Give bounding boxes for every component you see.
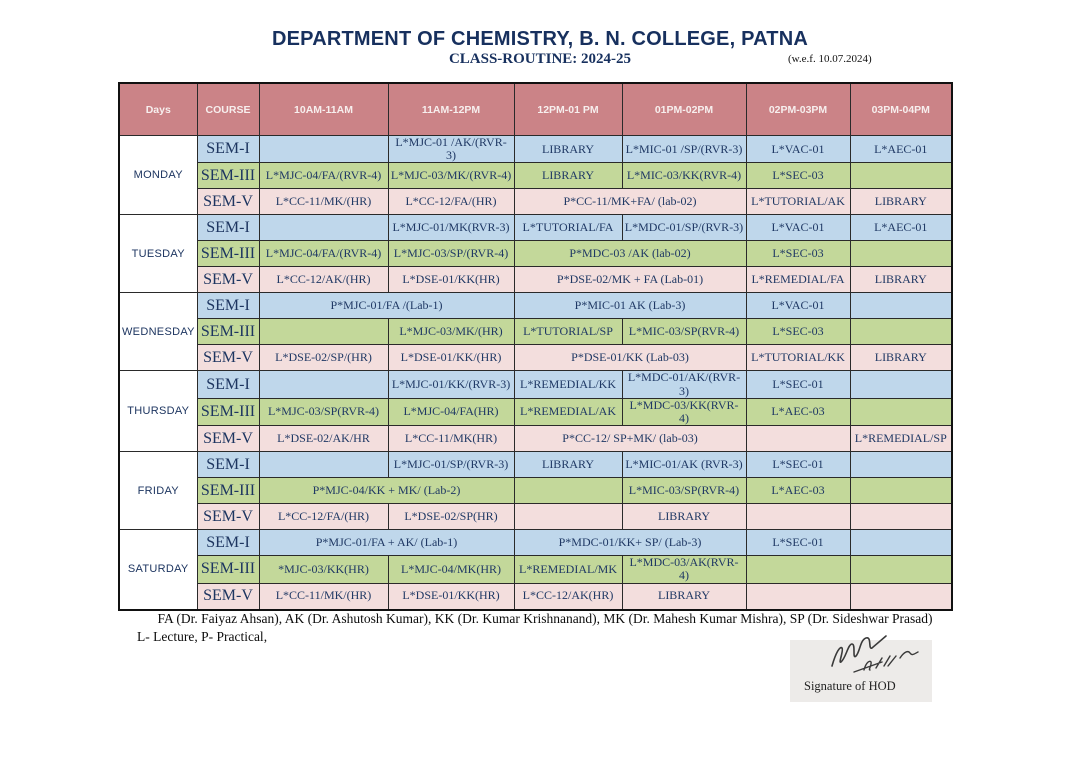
row-tuesday-sem-v [119,267,952,293]
sem-label: SEM-I [197,136,259,163]
row-wednesday-sem-iii [119,319,952,345]
timetable-cell: L*TUTORIAL/SP [514,319,622,345]
timetable-cell: L*MJC-03/MK/(RVR-4) [388,163,514,189]
timetable-cell: L*CC-12/FA/(HR) [259,504,388,530]
signature-label: Signature of HOD [804,679,896,693]
timetable-cell: L*AEC-03 [746,398,850,425]
sem-label: SEM-V [197,583,259,610]
timetable-cell: L*CC-11/MK/(HR) [259,189,388,215]
timetable-cell: L*MJC-04/MK(HR) [388,556,514,583]
timetable-cell [259,319,388,345]
timetable-cell: L*MIC-03/KK(RVR-4) [622,163,746,189]
timetable-cell [850,163,952,189]
timetable-cell: L*MDC-01/AK/(RVR-3) [622,371,746,398]
timetable-cell: L*DSE-01/KK/(HR) [388,345,514,371]
day-label-thursday: THURSDAY [119,371,197,452]
timetable-cell [850,504,952,530]
timetable-cell: L*SEC-01 [746,371,850,398]
timetable-cell: LIBRARY [850,267,952,293]
timetable-cell [746,556,850,583]
hod-signature-image [824,632,934,680]
row-friday-sem-i [119,452,952,478]
timetable-cell [850,398,952,425]
timetable-cell: L*DSE-02/AK/HR [259,426,388,452]
timetable-cell [259,136,388,163]
timetable-cell [850,371,952,398]
sem-label: SEM-V [197,504,259,530]
timetable-cell: L*MIC-03/SP(RVR-4) [622,478,746,504]
sem-label: SEM-V [197,345,259,371]
timetable-cell: P*CC-11/MK+FA/ (lab-02) [514,189,746,215]
row-thursday-sem-i [119,371,952,398]
timetable-cell: L*AEC-01 [850,215,952,241]
timetable-cell [746,583,850,610]
timetable-cell: L*MIC-01 /SP/(RVR-3) [622,136,746,163]
timetable-cell [850,319,952,345]
timetable-cell: L*REMEDIAL/FA [746,267,850,293]
timetable-cell: L*REMEDIAL/KK [514,371,622,398]
class-routine-table [118,82,953,611]
timetable-cell: L*TUTORIAL/AK [746,189,850,215]
timetable-cell: L*MJC-03/MK/(HR) [388,319,514,345]
day-label-friday: FRIDAY [119,452,197,530]
column-header-02pm-03pm: 02PM-03PM [746,83,850,136]
wef-note: (w.e.f. 10.07.2024) [788,53,872,65]
timetable-cell [746,504,850,530]
timetable-cell: L*MDC-03/AK(RVR-4) [622,556,746,583]
timetable-cell: L*REMEDIAL/SP [850,426,952,452]
row-wednesday-sem-v [119,345,952,371]
column-header-10am-11am: 10AM-11AM [259,83,388,136]
timetable-cell: L*MJC-01/MK(RVR-3) [388,215,514,241]
timetable-cell: L*REMEDIAL/AK [514,398,622,425]
faculty-legend: FA (Dr. Faiyaz Ahsan), AK (Dr. Ashutosh Kumar), KK (Dr. Kumar Krishnanand), MK (Dr. Mahesh Kumar Mishra), SP (Dr. Sideshwar Prasad) [157,611,933,626]
timetable-cell [259,452,388,478]
day-label-tuesday: TUESDAY [119,215,197,293]
sem-label: SEM-III [197,241,259,267]
timetable-cell: LIBRARY [514,163,622,189]
row-friday-sem-v [119,504,952,530]
sem-label: SEM-III [197,398,259,425]
timetable-cell: L*MDC-03/KK(RVR-4) [622,398,746,425]
sem-label: SEM-I [197,215,259,241]
timetable-cell: L*MIC-03/SP(RVR-4) [622,319,746,345]
timetable-cell [850,293,952,319]
timetable-cell: LIBRARY [850,189,952,215]
row-thursday-sem-v [119,426,952,452]
row-tuesday-sem-iii [119,241,952,267]
sem-label: SEM-I [197,452,259,478]
timetable-cell: L*SEC-03 [746,319,850,345]
row-tuesday-sem-i [119,215,952,241]
row-saturday-sem-iii [119,556,952,583]
day-label-saturday: SATURDAY [119,530,197,610]
timetable-cell [850,556,952,583]
timetable-cell: P*DSE-01/KK (Lab-03) [514,345,746,371]
timetable-cell [850,241,952,267]
timetable-cell [514,478,622,504]
row-saturday-sem-i [119,530,952,556]
timetable-cell: L*AEC-03 [746,478,850,504]
timetable-cell: L*MJC-03/SP/(RVR-4) [388,241,514,267]
day-label-wednesday: WEDNESDAY [119,293,197,371]
day-label-monday: MONDAY [119,136,197,215]
timetable-cell: P*MDC-01/KK+ SP/ (Lab-3) [514,530,746,556]
timetable-cell: LIBRARY [622,504,746,530]
timetable-cell [850,452,952,478]
column-header-11am-12pm: 11AM-12PM [388,83,514,136]
timetable-cell: L*TUTORIAL/FA [514,215,622,241]
sem-label: SEM-I [197,371,259,398]
row-friday-sem-iii [119,478,952,504]
timetable-cell: P*MDC-03 /AK (lab-02) [514,241,746,267]
timetable-cell: L*CC-12/FA/(HR) [388,189,514,215]
timetable-cell: L*DSE-01/KK(HR) [388,583,514,610]
page-title: DEPARTMENT OF CHEMISTRY, B. N. COLLEGE, PATNA [271,28,809,50]
timetable-cell: LIBRARY [622,583,746,610]
timetable-cell: L*TUTORIAL/KK [746,345,850,371]
timetable-cell: P*CC-12/ SP+MK/ (lab-03) [514,426,746,452]
timetable-cell: L*SEC-01 [746,452,850,478]
timetable-cell: P*MIC-01 AK (Lab-3) [514,293,746,319]
sem-label: SEM-III [197,478,259,504]
sem-label: SEM-V [197,267,259,293]
column-header-12pm-01-pm: 12PM-01 PM [514,83,622,136]
lecture-practical-legend: L- Lecture, P- Practical, [137,629,268,644]
timetable-cell: L*MJC-01 /AK/(RVR-3) [388,136,514,163]
sem-label: SEM-III [197,163,259,189]
timetable-cell [514,504,622,530]
signature-area [790,640,932,702]
timetable-cell: L*CC-12/AK/(HR) [259,267,388,293]
timetable-cell: L*MJC-04/FA(HR) [388,398,514,425]
sem-label: SEM-III [197,319,259,345]
timetable-cell: LIBRARY [514,136,622,163]
timetable-cell: P*MJC-01/FA + AK/ (Lab-1) [259,530,514,556]
column-header-days: Days [119,83,197,136]
sem-label: SEM-I [197,293,259,319]
table-header-row [119,83,952,136]
column-header-course: COURSE [197,83,259,136]
timetable-cell: *MJC-03/KK(HR) [259,556,388,583]
sem-label: SEM-I [197,530,259,556]
timetable-cell [850,530,952,556]
timetable-cell: L*CC-11/MK/(HR) [259,583,388,610]
row-saturday-sem-v [119,583,952,610]
timetable-cell: L*VAC-01 [746,215,850,241]
timetable-cell: L*MDC-01/SP/(RVR-3) [622,215,746,241]
timetable-cell: L*SEC-03 [746,163,850,189]
timetable-cell: L*MIC-01/AK (RVR-3) [622,452,746,478]
timetable-cell: L*REMEDIAL/MK [514,556,622,583]
timetable-cell: P*DSE-02/MK + FA (Lab-01) [514,267,746,293]
sem-label: SEM-V [197,189,259,215]
timetable-cell: L*SEC-03 [746,241,850,267]
timetable-cell: L*DSE-02/SP/(HR) [259,345,388,371]
timetable-cell: P*MJC-01/FA /(Lab-1) [259,293,514,319]
page-subtitle: CLASS-ROUTINE: 2024-25 [448,51,632,67]
row-monday-sem-iii [119,163,952,189]
timetable-cell: L*MJC-04/FA/(RVR-4) [259,163,388,189]
timetable-cell [259,215,388,241]
timetable-cell: L*DSE-02/SP(HR) [388,504,514,530]
timetable-cell: L*CC-12/AK(HR) [514,583,622,610]
timetable-cell: L*SEC-01 [746,530,850,556]
row-monday-sem-v [119,189,952,215]
row-wednesday-sem-i [119,293,952,319]
timetable-cell: P*MJC-04/KK + MK/ (Lab-2) [259,478,514,504]
column-header-01pm-02pm: 01PM-02PM [622,83,746,136]
sem-label: SEM-III [197,556,259,583]
timetable-cell: LIBRARY [850,345,952,371]
sem-label: SEM-V [197,426,259,452]
timetable-cell: L*MJC-04/FA/(RVR-4) [259,241,388,267]
timetable-cell: L*AEC-01 [850,136,952,163]
timetable-cell: L*VAC-01 [746,293,850,319]
timetable-cell [746,426,850,452]
timetable-cell [850,478,952,504]
timetable-cell: L*MJC-01/KK/(RVR-3) [388,371,514,398]
row-monday-sem-i [119,136,952,163]
timetable-cell: L*CC-11/MK(HR) [388,426,514,452]
row-thursday-sem-iii [119,398,952,425]
timetable-cell [259,371,388,398]
timetable-cell: L*VAC-01 [746,136,850,163]
timetable-cell: L*DSE-01/KK(HR) [388,267,514,293]
timetable-cell: LIBRARY [514,452,622,478]
timetable-cell: L*MJC-03/SP(RVR-4) [259,398,388,425]
column-header-03pm-04pm: 03PM-04PM [850,83,952,136]
timetable-cell [850,583,952,610]
timetable-cell: L*MJC-01/SP/(RVR-3) [388,452,514,478]
